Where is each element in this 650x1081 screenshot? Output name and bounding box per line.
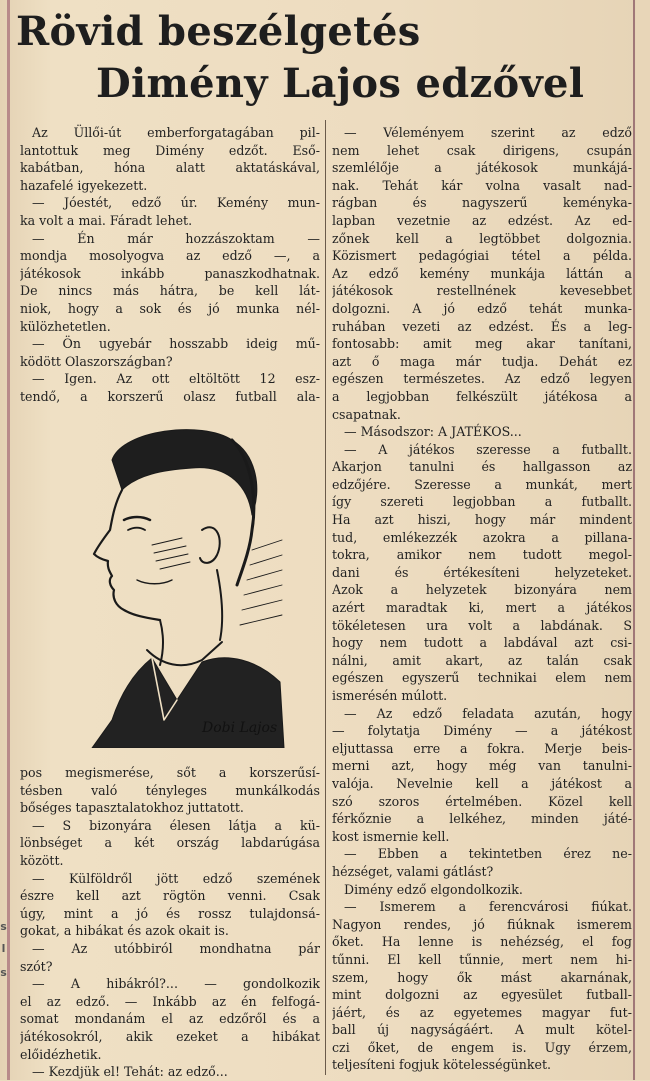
text-line: játékosokról, akik ezeket a hibákat (20, 1028, 320, 1044)
text-line: előidézhetik. (20, 1046, 102, 1062)
text-line: zőnek kell a legtöbbet dolgoznia. (332, 230, 632, 246)
text-line: Nagyon rendes, jó fiúknak ismerem (332, 916, 632, 932)
text-line: — A játékos szeresse a futballt. (344, 441, 632, 457)
text-line: fontosabb: amit meg akar tanítani, (332, 336, 632, 352)
text-line: eljuttassa erre a fokra. Merje beis- (332, 740, 632, 756)
text-line: — Az edző feladata azután, hogy (344, 705, 632, 721)
text-line: szó szoros értelmében. Közel kell (332, 793, 632, 809)
text-line: tésben való tényleges munkálkodás (20, 782, 320, 798)
text-line: ruhában vezeti az edzést. És a leg- (332, 318, 632, 334)
margin-mark: s (0, 966, 7, 979)
text-line: — Az utóbbiról mondhatna pár (32, 940, 320, 956)
text-line: Dimény edző elgondolkozik. (344, 881, 523, 897)
text-line: ball új nagyságáért. A mult kötel- (332, 1022, 632, 1038)
text-line: lönbséget a két ország labdarúgása (20, 835, 320, 851)
text-line: Akarjon tanulni és hallgasson az (332, 459, 632, 475)
right-margin-rule (633, 0, 635, 1080)
text-line: mondja mosolyogva az edző —, a (20, 248, 320, 264)
text-line: egészen természetes. Az edző legyen (332, 371, 632, 387)
text-line: lapban vezetnie az edzést. Az ed- (332, 212, 632, 228)
text-line: mint dolgozni az egyesület futball- (332, 987, 632, 1003)
text-line: De nincs más hátra, be kell lát- (20, 283, 320, 299)
margin-mark: s (0, 920, 7, 933)
headline-line-1: Rövid beszélgetés (16, 8, 421, 55)
text-line: a legjobban felkészült játékosa a (332, 388, 632, 404)
text-line: szót? (20, 958, 53, 974)
text-line: — Jóestét, edző úr. Kemény mun- (32, 195, 320, 211)
text-line: merni azt, hogy még van tanulni- (332, 758, 632, 774)
text-line: Azok a helyzetek bizonyára nem (332, 582, 632, 598)
text-line: — Véleményem szerint az edző (344, 125, 632, 140)
text-line: kabátban, hóna alatt aktatáskával, (20, 160, 320, 176)
text-line: között. (20, 852, 64, 868)
text-line: őket. Ha lenne is nehézség, el fog (332, 934, 632, 950)
text-line: játékosok restellnének kevesebbet (332, 283, 632, 299)
text-line: — folytatja Dimény — a játékost (332, 723, 632, 739)
text-line: azért maradtak ki, mert a játékos (332, 600, 632, 616)
text-line: Ha azt hiszi, hogy már mindent (332, 512, 632, 528)
text-line: tűnni. El kell tűnnie, mert nem hi- (332, 951, 632, 967)
text-line: tendő, a korszerű olasz futball ala- (20, 388, 320, 404)
text-line: így szereti legjobban a futballt. (332, 494, 632, 510)
text-line: azt ő maga már tudja. Dehát ez (332, 353, 632, 369)
portrait-illustration (52, 420, 286, 748)
text-line: játékosok inkább panaszkodhatnak. (20, 265, 320, 281)
text-line: lantottuk meg Dimény edzőt. Eső- (20, 142, 320, 158)
text-line: dani és értékesíteni helyzeteket. (332, 564, 632, 580)
text-line: Közismert pedagógiai tétel a példa. (332, 248, 632, 264)
text-line: valója. Nevelnie kell a játékost a (332, 775, 632, 791)
text-line: — Ön ugyebár hosszabb ideig mű- (32, 336, 320, 352)
text-line: férkőznie a lelkéhez, minden játé- (332, 811, 632, 827)
column-divider (325, 120, 326, 1075)
text-line: ködött Olaszországban? (20, 353, 173, 369)
text-line: egészen egyszerű technikai elem nem (332, 670, 632, 686)
text-line: hazafelé igyekezett. (20, 177, 148, 193)
text-line: pos megismerése, sőt a korszerűsí- (20, 765, 320, 780)
text-line: gokat, a hibákat és azok okait is. (20, 923, 229, 939)
text-line: ka volt a mai. Fáradt lehet. (20, 212, 193, 228)
text-line: — Én már hozzászoktam — (32, 230, 320, 246)
text-line: jáért, és az egyetemes magyar fut- (332, 1004, 632, 1020)
text-line: Az Üllői-út emberforgatagában pil- (32, 125, 320, 140)
text-line: dolgozni. A jó edző tehát munka- (332, 300, 632, 316)
text-line: csapatnak. (332, 406, 401, 422)
text-line: — A hibákról?... — gondolkozik (32, 976, 320, 992)
text-line: czi őket, de engem is. Ugy érzem, (332, 1039, 632, 1055)
portrait-signature: Dobi Lajos (202, 720, 278, 736)
text-line: hézséget, valami gátlást? (332, 863, 494, 879)
text-line: tud, emlékezzék azokra a pillana- (332, 529, 632, 545)
text-line: teljesíteni fogjuk kötelességünket. (332, 1057, 552, 1073)
text-line: — Kezdjük el! Tehát: az edző... (32, 1064, 228, 1080)
text-line: ismerésén múlott. (332, 688, 448, 703)
text-line: úgy, mint a jó és rossz tulajdonsá- (20, 905, 320, 921)
text-line: niok, hogy a sok és jó munka nél- (20, 300, 320, 316)
text-line: — Ismerem a ferencvárosi fiúkat. (344, 899, 632, 915)
left-column-bottom (20, 764, 320, 1081)
text-line: somat mondanám el az edzőről és a (20, 1011, 320, 1027)
text-line: szem, hogy ők mást akarnának, (332, 969, 632, 985)
text-line: szemlélője a játékosok munkájá- (332, 160, 632, 176)
text-line: külözhetetlen. (20, 318, 111, 334)
headline-line-2: Dimény Lajos edzővel (96, 60, 585, 107)
margin-mark: l (1, 942, 6, 955)
text-line: — Ebben a tekintetben érez ne- (344, 846, 632, 862)
left-margin-rule (7, 0, 10, 1080)
text-line: hogy nem tudott a labdával azt csi- (332, 635, 632, 651)
text-line: nem lehet csak dirigens, csupán (332, 142, 632, 158)
text-line: rágban és nagyszerű keménykа- (332, 195, 632, 211)
left-column-top (20, 124, 320, 406)
text-line: bőséges tapasztalatokhoz juttatott. (20, 800, 244, 816)
text-line: el az edző. — Inkább az én felfogá- (20, 993, 320, 1009)
text-line: — Külföldről jött edző szemének (32, 870, 320, 886)
text-line: kost ismernie kell. (332, 828, 450, 844)
text-line: edzőjére. Szeresse a munkát, mert (332, 476, 632, 492)
text-line: — S bizonyára élesen látja a kü- (32, 817, 320, 833)
text-line: — Igen. Az ott eltöltött 12 esz- (32, 371, 320, 387)
text-line: észre kell azt rögtön venni. Csak (20, 888, 320, 904)
page-edge (636, 0, 650, 1080)
text-line: — Másodszor: A JATÉKOS... (344, 424, 522, 440)
right-column (332, 124, 632, 1074)
text-line: nak. Tehát kár volna vasalt nad- (332, 177, 632, 193)
text-line: nálni, amit akart, az talán csak (332, 652, 632, 668)
text-line: tökéletesen ura volt a labdának. S (332, 617, 632, 633)
text-line: tokra, amikor nem tudott megol- (332, 547, 632, 563)
text-line: Az edző kemény munkája láttán a (332, 265, 632, 281)
